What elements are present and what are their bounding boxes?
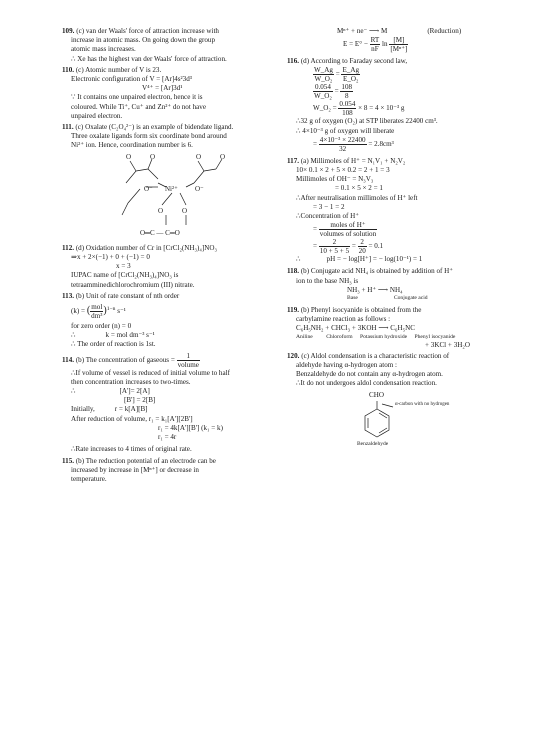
answer-line: [B'] = 2[B]: [124, 396, 156, 405]
frac-den: volumes of solution: [319, 230, 377, 239]
answer-line: then concentration increases to two-times.: [71, 377, 191, 386]
answer-line: (c) Aldol condensation is a characteristic reaction of: [301, 351, 450, 360]
cho-label: CHO: [369, 390, 384, 399]
question-number: 110.: [62, 65, 75, 74]
carbylamine-equation: C₆H₅NH₂ + CHCl₃ + 3KOH ⟶ C₆H₅NC: [296, 324, 415, 333]
reagent-label: Chloroform: [326, 333, 353, 340]
nernst-ln: ln: [382, 40, 388, 49]
oxygen-label: O⁻: [195, 184, 204, 193]
answer-line: ∴After neutralisation millimoles of H⁺ left: [296, 193, 418, 202]
answer-line: V⁴⁺ = [Ar]3d¹: [142, 84, 183, 93]
carbylamine-byproducts: + 3KCl + 3H₂O: [425, 340, 470, 349]
answer-line: ∴ The order of reaction is 1st.: [71, 340, 156, 349]
answer-line: carbylamine reaction as follows :: [296, 315, 391, 324]
answer-line: x = 3: [116, 262, 131, 271]
frac-den: 108: [342, 109, 353, 118]
answer-line: r = k[A][B]: [114, 405, 148, 414]
answer-line: (b) The concentration of gaseous =: [75, 355, 175, 364]
question-number: 114.: [62, 355, 75, 364]
answer-line: 10× 0.1 × 2 + 5 × 0.2 = 2 + 1 = 3: [296, 166, 390, 175]
question-number: 111.: [62, 123, 74, 132]
conjugate-equation: NH₃ + H⁺ ⟶ NH₄: [347, 285, 403, 294]
question-111: [62, 123, 284, 151]
question-number: 113.: [62, 291, 75, 300]
concentration-result: = 0.1: [368, 242, 384, 251]
nernst-num2: [M]: [389, 36, 408, 45]
answer-line: (d) According to Faraday second law,: [300, 57, 408, 66]
nernst-den: nF: [371, 45, 379, 54]
question-116: 116. (d) According to Faraday second law, $\frac{W\_Ag}{\text{W\_O₂}}$ = $\frac{E\_Ag}{\text{E\_O₂}}$ $\frac{0.054}{\text{W\_O₂}}$ = $\frac{108}{8}$ W_O₂ = $\frac{0.054}{108}$ × 8 = 4 × 10⁻³ g ∴32 g of oxygen (O₂) at STP liberates 22400 cm³. ∴ 4×10⁻³ g of oxygen will liberate = $\frac{\text{4×10⁻³ × 22400}}{32}$ = 2.8cm³: [287, 57, 487, 153]
nernst-den2: [Mⁿ⁺]: [390, 45, 408, 54]
answer-line: ∵ It contains one unpaired electron, hence it is: [71, 93, 203, 102]
oxygen-label: O: [126, 152, 132, 161]
answer-line: tetraamminedichlorochromium (III) nitrate.: [71, 280, 195, 289]
oxalate-bottom: O═C — C═O: [140, 228, 180, 237]
reagent-label: Aniline: [296, 333, 313, 340]
frac-den: volume: [177, 360, 199, 369]
question-113: [62, 292, 284, 350]
answer-line: [A']= 2[A]: [119, 387, 150, 396]
answer-line: increased by increase in [Mⁿ⁺] or decrease in: [71, 465, 199, 474]
therefore-sign: ∴: [296, 255, 301, 264]
frac-num: moles of H⁺: [319, 221, 377, 230]
answer-line: (b) Conjugate acid NH₄ is obtained by addition of H⁺: [300, 267, 454, 276]
question-115: [62, 457, 284, 485]
question-number: 112.: [62, 243, 75, 252]
answer-line: After reduction of volume, r₁ = k₁[A'][2B']: [71, 414, 193, 423]
frac-den: W_O₂: [314, 92, 332, 101]
answer-line: (d) Oxidation number of Cr in [CrCl₂(NH₃)₄]NO₃: [75, 243, 217, 252]
answer-line: aldehyde having α-hydrogen atom :: [296, 361, 398, 370]
frac-den: 20: [358, 247, 366, 256]
answer-line: Three oxalate ligands form six coordinate bond around: [71, 132, 227, 141]
answer-line: (b) The reduction potential of an electrode can be: [75, 456, 216, 465]
therefore-sign: ∴: [71, 387, 76, 396]
k-lhs: (k) =: [71, 307, 86, 316]
question-number: 109.: [62, 27, 75, 35]
answer-line: = 3 − 1 = 2: [313, 202, 345, 211]
question-109: [62, 27, 284, 64]
frac-den: E_O₂: [343, 75, 359, 84]
frac-den: 8: [344, 92, 349, 101]
frac-den: 10 + 5 + 5: [319, 247, 350, 256]
answer-line: Millimoles of OH⁻ = N₃V₃: [296, 175, 374, 184]
volume-result: = 2.8cm³: [368, 139, 394, 148]
answer-line: IUPAC name of [CrCl₂(NH₃)₄]NO₃ is: [71, 271, 179, 280]
question-number: 117.: [287, 156, 300, 165]
answer-line: (a) Millimoles of H⁺ = N₁V₁ + N₂V₂: [300, 156, 406, 165]
k-num: mol: [91, 303, 103, 312]
benzaldehyde-structure: [287, 391, 487, 453]
reagent-label: Potassium hydroxide: [360, 333, 408, 340]
answer-line: ∴If volume of vessel is reduced of initial volume to half: [71, 368, 230, 377]
answer-line: ∴Rate increases to 4 times of original rate.: [71, 445, 192, 454]
rate-constant-unit: (k) = ( $\frac{\text{mol}}{\text{dm³}}$ )$^{1-n}$ s⁻¹: [71, 303, 126, 321]
answer-line: Electronic configuration of V = [Ar]4s²3d³: [71, 75, 192, 84]
answer-line: pH = − log[H⁺] = − log(10⁻¹) = 1: [326, 255, 423, 264]
frac-den: W_O₂: [314, 75, 333, 84]
frac-num: 4×10⁻³ × 22400: [319, 135, 366, 144]
question-number: 119.: [287, 306, 300, 315]
frac-num: 0.054: [314, 83, 331, 92]
answer-line: for zero order (n) = 0: [71, 322, 132, 331]
initially-label: Initially,: [71, 405, 95, 414]
alpha-carbon-note: α-carbon with no hydrogen: [395, 401, 450, 407]
question-119: [287, 306, 487, 350]
frac-den: 32: [339, 144, 347, 153]
answer-line: ion to the base NH₃ is: [296, 276, 359, 285]
question-112: [62, 244, 284, 290]
oxygen-label: O: [196, 152, 202, 161]
answer-line: (b) Unit of rate constant of nth order: [75, 291, 180, 300]
frac-num: 1: [177, 352, 200, 361]
oxygen-label: O: [182, 206, 188, 215]
therefore-sign: ∴: [71, 331, 76, 340]
answer-line: ∴32 g of oxygen (O₂) at STP liberates 22400 cm³.: [296, 117, 438, 126]
answer-line: Ni²⁺ ion. Hence, coordination number is 6.: [71, 141, 193, 150]
nernst-num: RT: [370, 36, 380, 45]
answer-line: unpaired electron.: [71, 111, 123, 120]
answer-line: r₁ = 4r: [158, 433, 177, 442]
question-number: 120.: [287, 351, 300, 360]
frac-num: 108: [341, 83, 353, 92]
k-den: dm³: [91, 312, 103, 321]
answer-line: (b) Phenyl isocyanide is obtained from the: [300, 306, 422, 315]
nernst-block: [287, 27, 487, 53]
frac-num: 2: [358, 238, 367, 247]
frac-num: 0.054: [339, 100, 356, 109]
question-117: 117. (a) Millimoles of H⁺ = N₁V₁ + N₂V₂ 10× 0.1 × 2 + 5 × 0.2 = 2 + 1 = 3 Millimoles of OH⁻ = N₃V₃ = 0.1 × 5 × 2 = 1 ∴After neutralisation millimoles of H⁺ left = 3 − 1 = 2 ∴Concentration of H⁺ = $\frac{\text{moles of H⁺}}{\text{volumes of solution}}$ = $\frac{2}{10 + 5 + 5}$ = $\frac{2}{20}$ = 0.1 ∴ pH = − log[H⁺] = − log(10⁻¹) = 1: [287, 157, 487, 265]
answer-line: k = mol dm⁻³ s⁻¹: [105, 331, 155, 340]
nickel-center: Ni²⁺: [165, 184, 178, 193]
answer-line: ∴ 4×10⁻³ g of oxygen will liberate: [296, 126, 395, 135]
question-118: [287, 267, 487, 302]
question-number: 115.: [62, 456, 75, 465]
nernst-lhs: E = E° −: [343, 40, 368, 49]
answer-line: = 0.1 × 5 × 2 = 1: [335, 184, 383, 193]
answer-line: (c) Oxalate (C₂O₄²⁻) is an example of bidendate ligand.: [75, 123, 234, 132]
frac-num: W_Ag: [314, 66, 333, 75]
wo2-lhs: W_O₂ =: [313, 104, 337, 113]
left-column: [62, 27, 284, 486]
answer-line: ⇒x + 2×(−1) + 0 + (−1) = 0: [71, 253, 150, 262]
answer-line: coloured. While Ti⁺, Cu⁺ and Zn²⁺ do not have: [71, 102, 206, 111]
oxygen-label: O: [158, 206, 164, 215]
frac-num: 2: [319, 238, 350, 247]
reduction-equation: Mⁿ⁺ + ne⁻ ⟶ M: [337, 27, 388, 35]
question-number: 118.: [287, 267, 300, 276]
oxygen-label: O: [220, 152, 226, 161]
nickel-oxalate-structure: [62, 153, 284, 241]
reduction-tag: (Reduction): [427, 27, 462, 35]
answer-line: atomic mass increases.: [71, 45, 136, 54]
answer-line: increase in atomic mass. On going down the group: [71, 36, 216, 45]
k-tail: s⁻¹: [117, 307, 126, 316]
answer-line: (c) van der Waals' force of attraction increase with: [76, 27, 219, 35]
oxygen-label: O: [150, 152, 156, 161]
question-114: [62, 352, 284, 455]
benzaldehyde-label: Benzaldehyde: [357, 440, 389, 447]
answer-line: ∴ Xe has the highest van der Waals' force of attraction.: [71, 54, 227, 63]
answer-line: (c) Atomic number of V is 23.: [75, 65, 162, 74]
question-110: [62, 66, 284, 121]
question-number: 116.: [287, 57, 300, 66]
oxygen-label: O⁻: [144, 184, 153, 193]
answer-line: temperature.: [71, 474, 107, 483]
k-exp: 1−n: [106, 305, 116, 312]
frac-num: E_Ag: [342, 66, 360, 75]
answer-line: r₁ = 4k[A'][B'] (k₁ = k): [158, 423, 223, 432]
base-label: Base: [347, 295, 358, 302]
answer-line: Benzaldehyde do not contain any α-hydrogen atom.: [296, 370, 443, 379]
wo2-result: × 8 = 4 × 10⁻³ g: [358, 104, 405, 113]
right-column: [287, 27, 487, 455]
product-label: Phenyl isocyanide: [414, 333, 456, 340]
conjugate-acid-label: Conjugate acid: [393, 295, 428, 302]
question-120: [287, 352, 487, 453]
answer-line: ∴It do not undergoes aldol condensation reaction.: [296, 379, 437, 388]
answer-line: ∴Concentration of H⁺: [296, 212, 360, 221]
